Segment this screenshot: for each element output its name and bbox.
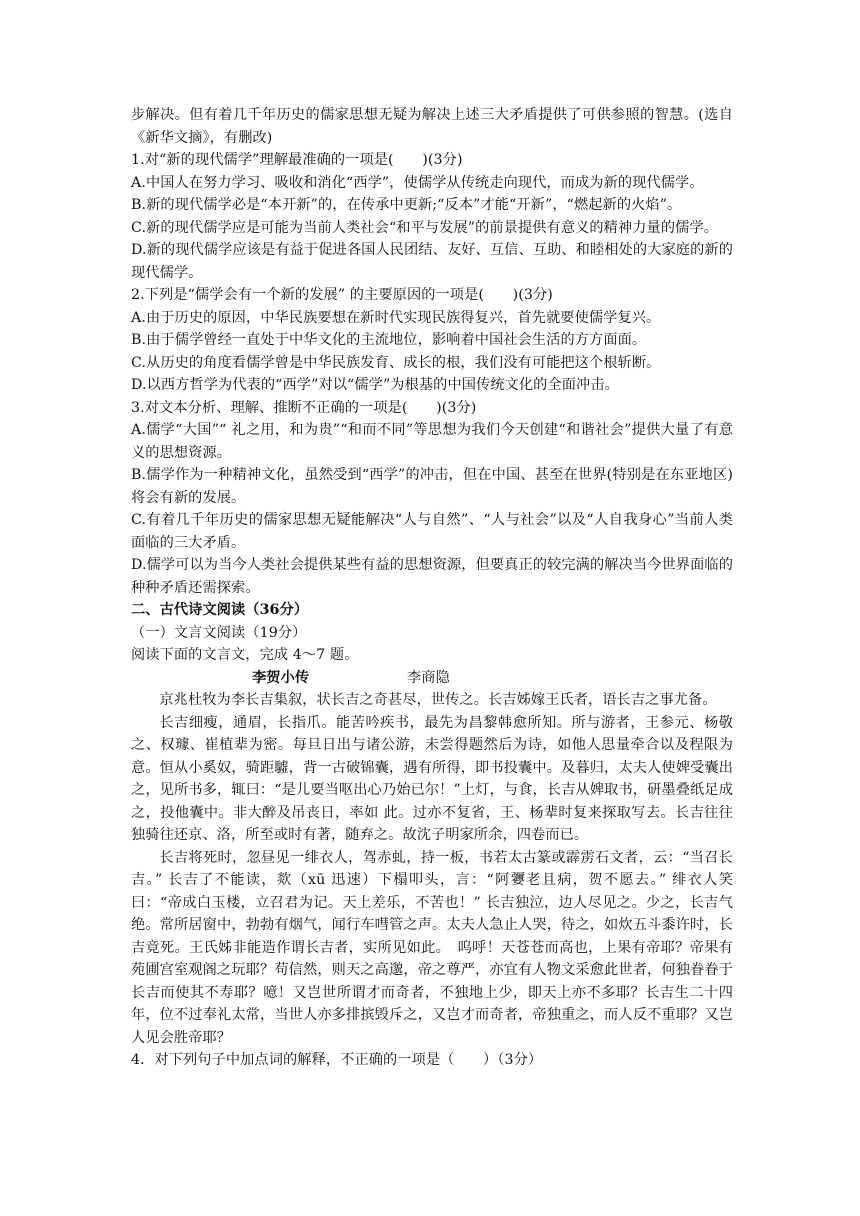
option-d: D.以西方哲学为代表的“西学”对以“儒学”为根基的中国传统文化的全面冲击。 [131,377,619,393]
document-body [131,104,733,1072]
option-a: A.儒学“大国”“ 礼之用，和为贵”“和而不同”等思想为我们今天创建“和谐社会”提供大量了有意义的思想资源。 [131,422,733,461]
passage-paragraph: 长吉细瘦，通眉，长指爪。能苦吟疾书，最先为昌黎韩愈所知。所与游者，王参元、杨敬之、权璩、崔植辈为密。每旦日出与诸公游，未尝得题然后为诗，如他人思量牵合以及程限为意。恒从小奚奴，骑距驉，背一古破锦囊，遇有所得，即书投囊中。及暮归，太夫人使婢受囊出之，见所书多，辄曰：“是儿要当呕出心乃始已尔！”上灯，与食，长吉从婢取书，研墨叠纸足成之，投他囊中。非大醉及吊丧日，率如 此。过亦不复省，王、杨辈时复来探取写去。长吉往往独骑往还京、洛，所至或时有著，随弃之。故沈子明家所余，四卷而已。 [131,714,733,843]
question-1 [131,149,733,284]
passage-author: 李商隐 [407,669,450,686]
option-b: B.儒学作为一种精神文化，虽然受到“西学”的冲击，但在中国、甚至在世界(特别是在东亚地区)将会有新的发展。 [131,467,733,506]
question-3 [131,397,733,600]
option-b: B.新的现代儒学必是“本开新”的，在传承中更新;“反本”才能“开新”，“燃起新的火焰”。 [131,197,682,213]
option-d: D.新的现代儒学应该是有益于促进各国人民团结、友好、互信、互助、和睦相处的大家庭的新的现代儒学。 [131,242,733,281]
option-d: D.儒学可以为当今人类社会提供某些有益的思想资源，但要真正的较完满的解决当今世界面临的种种矛盾还需探索。 [131,557,733,596]
option-a: A.中国人在努力学习、吸收和消化“西学”，使儒学从传统走向现代，而成为新的现代儒学。 [131,174,704,191]
question-4-stem: 4．对下列句子中加点词的解释，不正确的一项是（ ）（3分） [131,1052,543,1068]
subsection-heading: （一）文言文阅读（19分） [131,624,307,641]
option-c: C.从历史的角度看儒学曾是中华民族发育、成长的根，我们没有可能把这个根斩断。 [131,354,661,371]
question-stem: 1.对“新的现代儒学”理解最准确的一项是( )(3分) [131,152,463,168]
passage-title: 李贺小传 [252,669,310,686]
option-c: C.有着几千年历史的儒家思想无疑能解决“人与自然”、“人与社会”以及“人自我身心”当前人类面临的三大矛盾。 [131,512,733,551]
section-heading: 二、古代诗文阅读（36分） [131,602,309,618]
reading-instruction: 阅读下面的文言文，完成 4～7 题。 [131,647,359,663]
option-b: B.由于儒学曾经一直处于中华文化的主流地位，影响着中国社会生活的方方面面。 [131,332,647,348]
question-2 [131,284,733,397]
option-a: A.由于历史的原因，中华民族要想在新时代实现民族得复兴，首先就要使儒学复兴。 [131,309,661,326]
passage-paragraph: 长吉将死时，忽昼见一绯衣人，驾赤虬，持一板，书若太古篆或霹雳石文者，云：“当召长吉。” 长吉了不能读，欻（xū 迅速）下榻叩头，言：“阿㜷老且病，贺不愿去。” 绯衣人笑曰：“帝成白玉楼，立召君为记。天上差乐，不苦也！” 长吉独泣，边人尽见之。少之，长吉气绝。常所居窗中，勃勃有烟气，闻行车嘒管之声。太夫人急止人哭，待之，如炊五斗黍许时，长吉竟死。王氏姊非能造作谓长吉者，实所见如此。 呜呼！天苍苍而高也，上果有帝耶？帝果有苑圃宫室观阁之玩耶？苟信然，则天之高邈，帝之尊严，亦宜有人物文采愈此世者，何独眷眷于长吉而使其不寿耶？噫！又岂世所谓才而奇者，不独地上少，即天上亦不多耶？长吉生二十四年，位不过奉礼太常，当世人亦多排摈毁斥之，又岂才而奇者，帝独重之，而人反不重耶？又岂人见会胜帝耶？ [131,849,733,1046]
option-c: C.新的现代儒学应是可能为当前人类社会“和平与发展”的前景提供有意义的精神力量的儒学。 [131,219,718,236]
question-stem: 2.下列是“儒学会有一个新的发展” 的主要原因的一项是( )(3分) [131,287,553,303]
passage-paragraph: 京兆杜牧为李长吉集叙，状长吉之奇甚尽，世传之。长吉姊嫁王氏者，语长吉之事尤备。 [159,692,717,708]
intro-paragraph: 步解决。但有着几千年历史的儒家思想无疑为解决上述三大矛盾提供了可供参照的智慧。(选自《新华文摘》，有删改) [131,107,733,146]
passage-title-line [131,667,733,690]
question-stem: 3.对文本分析、理解、推断不正确的一项是( )(3分) [131,399,477,416]
